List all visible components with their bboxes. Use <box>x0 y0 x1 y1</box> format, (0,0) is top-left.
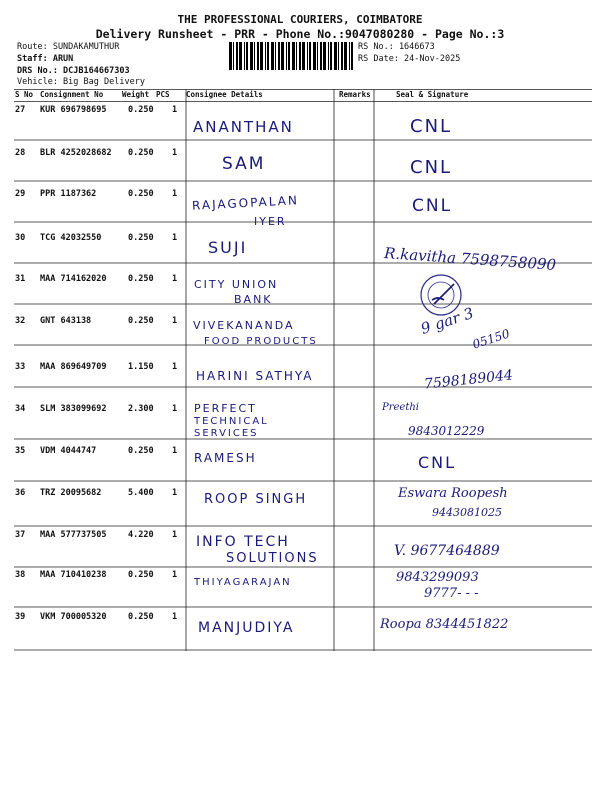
barcode-bar <box>246 42 248 70</box>
col-seal: Seal & Signature <box>396 90 469 99</box>
consignee-name: RAMESH <box>194 451 257 465</box>
sno: 38 <box>15 570 26 580</box>
signature-text: CNL <box>418 453 457 472</box>
weight: 1.150 <box>128 362 154 372</box>
consignment-no: KUR 696798695 <box>40 105 107 115</box>
barcode-bar <box>328 42 329 70</box>
sno: 35 <box>15 446 26 456</box>
consignee-name-line2: BANK <box>234 293 273 306</box>
col-remarks: Remarks <box>339 90 371 99</box>
pcs: 1 <box>172 148 178 158</box>
sno: 31 <box>15 274 26 284</box>
signature-text: Preethi <box>382 402 420 413</box>
barcode-bar <box>271 42 274 70</box>
barcode-bar <box>292 42 295 70</box>
barcode-bar <box>267 42 269 70</box>
consignment-no: MAA 714162020 <box>40 274 107 284</box>
weight: 0.250 <box>128 274 154 284</box>
consignment-no: PPR 1187362 <box>40 189 97 199</box>
barcode-bar <box>281 42 284 70</box>
barcode-bar <box>265 42 266 70</box>
sno: 36 <box>15 488 26 498</box>
col-weight: Weight <box>122 90 150 99</box>
consignment-no: SLM 383099692 <box>40 404 107 414</box>
signature-text-line2: 9843012229 <box>408 424 485 438</box>
barcode-bar <box>260 42 263 70</box>
consignment-no: GNT 643138 <box>40 316 92 326</box>
barcode-bar <box>229 42 232 70</box>
rs-number: RS No.: 1646673 <box>358 42 435 52</box>
barcode-bar <box>244 42 245 70</box>
weight: 0.250 <box>128 316 154 326</box>
signature-text: Roopa 8344451822 <box>380 617 509 632</box>
barcode-bar <box>278 42 280 70</box>
pcs: 1 <box>172 233 178 243</box>
barcode-bar <box>351 42 353 70</box>
sno: 34 <box>15 404 26 414</box>
col-pcs: PCS <box>156 90 170 99</box>
pcs: 1 <box>172 274 178 284</box>
signature-text: 7598189044 <box>423 367 514 393</box>
consignee-name-line2: TECHNICAL SERVICES <box>194 416 269 439</box>
weight: 5.400 <box>128 488 154 498</box>
signature-text: Eswara Roopesh <box>398 486 508 501</box>
runsheet-subtitle: Delivery Runsheet - PRR - Phone No.:9047080280 - Page No.:3 <box>95 27 505 41</box>
consignee-name: ANANTHAN <box>193 118 294 136</box>
sno: 37 <box>15 530 26 540</box>
barcode-bar <box>299 42 301 70</box>
signature-text: 9 gar 3 <box>418 304 476 338</box>
signature-text: CNL <box>410 116 453 137</box>
sno: 30 <box>15 233 26 243</box>
weight: 0.250 <box>128 189 154 199</box>
consignment-no: MAA 869649709 <box>40 362 107 372</box>
barcode-bar <box>296 42 297 70</box>
pcs: 1 <box>172 189 178 199</box>
signature-text: R.kavitha 7598758090 <box>383 244 557 274</box>
sno: 29 <box>15 189 26 199</box>
signature-text-line2: 9443081025 <box>432 506 502 519</box>
barcode-bar <box>275 42 276 70</box>
weight: 0.250 <box>128 233 154 243</box>
signature-text: CNL <box>412 196 453 216</box>
barcode-bar <box>338 42 339 70</box>
barcode <box>229 42 355 70</box>
consignee-name: INFO TECH <box>196 534 290 550</box>
barcode-bar <box>286 42 287 70</box>
weight: 0.250 <box>128 446 154 456</box>
weight: 2.300 <box>128 404 154 414</box>
sno: 33 <box>15 362 26 372</box>
barcode-bar <box>334 42 337 70</box>
signature-text-line2: 05150 <box>470 326 512 352</box>
consignment-no: BLR 4252028682 <box>40 148 112 158</box>
consignment-no: VKM 700005320 <box>40 612 107 622</box>
pcs: 1 <box>172 362 178 372</box>
barcode-bar <box>307 42 308 70</box>
sno: 27 <box>15 105 26 115</box>
consignee-name-line2: IYER <box>254 215 287 228</box>
barcode-bar <box>341 42 343 70</box>
consignment-no: MAA 710410238 <box>40 570 107 580</box>
pcs: 1 <box>172 404 178 414</box>
consignment-no: MAA 577737505 <box>40 530 107 540</box>
barcode-bar <box>320 42 322 70</box>
col-consignee: Consignee Details <box>186 90 263 99</box>
weight: 0.250 <box>128 612 154 622</box>
consignee-name: MANJUDIYA <box>198 620 295 636</box>
barcode-bar <box>344 42 347 70</box>
barcode-bar <box>330 42 332 70</box>
barcode-bar <box>317 42 318 70</box>
consignment-no: VDM 4044747 <box>40 446 97 456</box>
signature-text: V. 9677464889 <box>394 543 500 559</box>
consignee-name: CITY UNION <box>194 278 279 291</box>
barcode-bar <box>250 42 253 70</box>
signature-text: 9843299093 <box>396 570 479 585</box>
barcode-bar <box>254 42 255 70</box>
barcode-bar <box>239 42 242 70</box>
barcode-bar <box>257 42 259 70</box>
sno: 28 <box>15 148 26 158</box>
consignee-name: PERFECT <box>194 402 257 415</box>
barcode-bar <box>349 42 350 70</box>
consignee-name: RAJAGOPALAN <box>191 193 300 213</box>
weight: 4.220 <box>128 530 154 540</box>
col-sno: S No <box>15 90 34 99</box>
weight: 0.250 <box>128 148 154 158</box>
pcs: 1 <box>172 316 178 326</box>
rs-date: RS Date: 24-Nov-2025 <box>358 54 461 64</box>
weight: 0.250 <box>128 570 154 580</box>
staff-label: Staff: ARUN <box>17 54 74 64</box>
signature-text-line2: 9777- - - <box>424 586 479 601</box>
barcode-bar <box>313 42 316 70</box>
pcs: 1 <box>172 446 178 456</box>
consignee-name: SUJI <box>208 238 248 257</box>
company-title: THE PROFESSIONAL COURIERS, COIMBATORE <box>177 13 423 26</box>
consignment-no: TRZ 20095682 <box>40 488 102 498</box>
barcode-bar <box>288 42 290 70</box>
pcs: 1 <box>172 612 178 622</box>
consignee-name: THIYAGARAJAN <box>194 577 292 588</box>
col-consignment: Consignment No <box>40 90 104 99</box>
signature-text: CNL <box>410 157 453 178</box>
pcs: 1 <box>172 105 178 115</box>
drs-label: DRS No.: DCJB164667303 <box>17 66 130 76</box>
consignee-name: VIVEKANANDA <box>193 319 295 332</box>
route-label: Route: SUNDAKAMUTHUR <box>17 42 120 52</box>
sno: 32 <box>15 316 26 326</box>
consignee-name-line2: FOOD PRODUCTS <box>204 336 318 347</box>
barcode-bar <box>302 42 305 70</box>
barcode-bar <box>309 42 311 70</box>
consignee-name-line2: SOLUTIONS <box>226 551 319 566</box>
consignment-no: TCG 42032550 <box>40 233 102 243</box>
consignee-name: ROOP SINGH <box>204 492 308 507</box>
weight: 0.250 <box>128 105 154 115</box>
consignee-name: HARINI SATHYA <box>196 369 314 383</box>
sno: 39 <box>15 612 26 622</box>
barcode-bar <box>323 42 326 70</box>
barcode-bar <box>236 42 238 70</box>
pcs: 1 <box>172 570 178 580</box>
consignee-name: SAM <box>222 154 266 174</box>
vehicle-label: Vehicle: Big Bag Delivery <box>17 77 145 87</box>
pcs: 1 <box>172 488 178 498</box>
barcode-bar <box>233 42 234 70</box>
pcs: 1 <box>172 530 178 540</box>
